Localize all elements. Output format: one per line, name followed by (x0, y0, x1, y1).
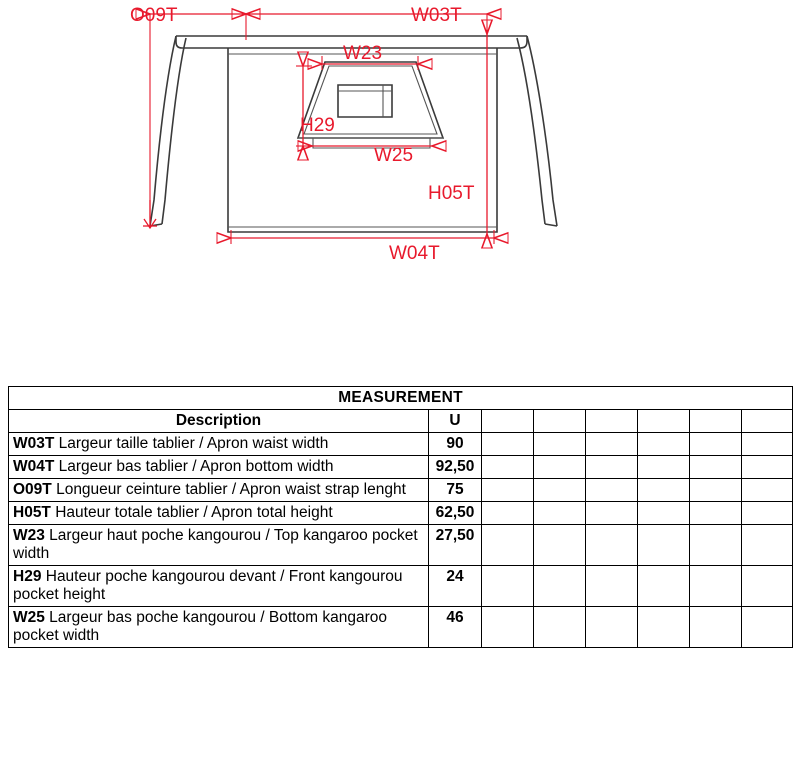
row-extra-5 (690, 606, 742, 647)
row-extra-6 (742, 501, 793, 524)
row-extra-2 (534, 524, 586, 565)
row-value: 92,50 (429, 455, 482, 478)
row-extra-3 (586, 565, 638, 606)
row-extra-5 (690, 455, 742, 478)
row-extra-2 (534, 478, 586, 501)
row-description-text: Hauteur poche kangourou devant / Front kangourou pocket height (13, 567, 403, 603)
table-row (9, 565, 793, 606)
row-value: 62,50 (429, 501, 482, 524)
row-description-text: Hauteur totale tablier / Apron total height (50, 503, 333, 521)
row-extra-5 (690, 478, 742, 501)
column-header-extra-1 (482, 409, 534, 432)
row-code: H05T (13, 503, 51, 521)
measurement-table-container (8, 386, 792, 648)
row-extra-4 (638, 455, 690, 478)
row-extra-4 (638, 432, 690, 455)
row-code: W25 (13, 608, 45, 626)
dimension-label-H29: H29 (300, 115, 335, 136)
row-extra-4 (638, 501, 690, 524)
dimension-label-W23: W23 (343, 43, 383, 64)
row-description (9, 432, 429, 455)
dimension-O09T (143, 14, 246, 228)
row-code: W04T (13, 457, 55, 475)
row-extra-1 (482, 478, 534, 501)
table-title: MEASUREMENT (9, 387, 793, 410)
row-extra-6 (742, 606, 793, 647)
column-header-extra-6 (742, 409, 793, 432)
row-value: 27,50 (429, 524, 482, 565)
measurement-table (8, 386, 793, 648)
row-extra-5 (690, 524, 742, 565)
column-header-extra-5 (690, 409, 742, 432)
row-extra-5 (690, 565, 742, 606)
row-value: 24 (429, 565, 482, 606)
dimension-label-W03T: W03T (411, 5, 462, 26)
row-extra-3 (586, 432, 638, 455)
row-description (9, 606, 429, 647)
row-extra-1 (482, 501, 534, 524)
row-extra-2 (534, 432, 586, 455)
row-extra-1 (482, 432, 534, 455)
row-description (9, 478, 429, 501)
column-header-unit: U (429, 409, 482, 432)
row-description-text: Largeur haut poche kangourou / Top kangaroo pocket width (13, 526, 418, 562)
row-extra-3 (586, 524, 638, 565)
row-extra-2 (534, 565, 586, 606)
row-extra-4 (638, 565, 690, 606)
table-row (9, 432, 793, 455)
table-row (9, 455, 793, 478)
row-value: 75 (429, 478, 482, 501)
row-extra-5 (690, 432, 742, 455)
row-extra-2 (534, 606, 586, 647)
row-extra-4 (638, 478, 690, 501)
row-extra-1 (482, 455, 534, 478)
row-value: 46 (429, 606, 482, 647)
column-header-extra-2 (534, 409, 586, 432)
table-row (9, 606, 793, 647)
column-header-extra-3 (586, 409, 638, 432)
row-description-text: Largeur bas tablier / Apron bottom width (54, 457, 334, 475)
table-title-row (9, 387, 793, 410)
table-row (9, 478, 793, 501)
dimension-label-W04T: W04T (389, 243, 440, 264)
dimension-label-W25: W25 (374, 145, 414, 166)
row-extra-2 (534, 501, 586, 524)
row-extra-6 (742, 565, 793, 606)
row-description-text: Largeur bas poche kangourou / Bottom kangaroo pocket width (13, 608, 387, 644)
row-extra-4 (638, 606, 690, 647)
row-extra-5 (690, 501, 742, 524)
row-extra-3 (586, 501, 638, 524)
row-extra-6 (742, 524, 793, 565)
row-extra-3 (586, 455, 638, 478)
apron-technical-drawing (0, 0, 800, 370)
row-description (9, 455, 429, 478)
row-extra-6 (742, 478, 793, 501)
row-extra-3 (586, 478, 638, 501)
row-value: 90 (429, 432, 482, 455)
row-description (9, 501, 429, 524)
row-extra-3 (586, 606, 638, 647)
dimension-label-O09T: O09T (130, 5, 178, 26)
row-extra-1 (482, 565, 534, 606)
row-extra-6 (742, 455, 793, 478)
row-description (9, 565, 429, 606)
row-code: W03T (13, 434, 55, 452)
table-row (9, 501, 793, 524)
table-row (9, 524, 793, 565)
row-extra-1 (482, 606, 534, 647)
row-extra-2 (534, 455, 586, 478)
column-header-extra-4 (638, 409, 690, 432)
row-description-text: Largeur taille tablier / Apron waist width (54, 434, 329, 452)
row-extra-1 (482, 524, 534, 565)
row-extra-6 (742, 432, 793, 455)
row-code: H29 (13, 567, 42, 585)
table-header-row (9, 409, 793, 432)
row-code: W23 (13, 526, 45, 544)
row-extra-4 (638, 524, 690, 565)
column-header-description: Description (9, 409, 429, 432)
row-code: O09T (13, 480, 52, 498)
dimension-label-H05T: H05T (428, 183, 475, 204)
row-description-text: Longueur ceinture tablier / Apron waist strap lenght (51, 480, 406, 498)
row-description (9, 524, 429, 565)
